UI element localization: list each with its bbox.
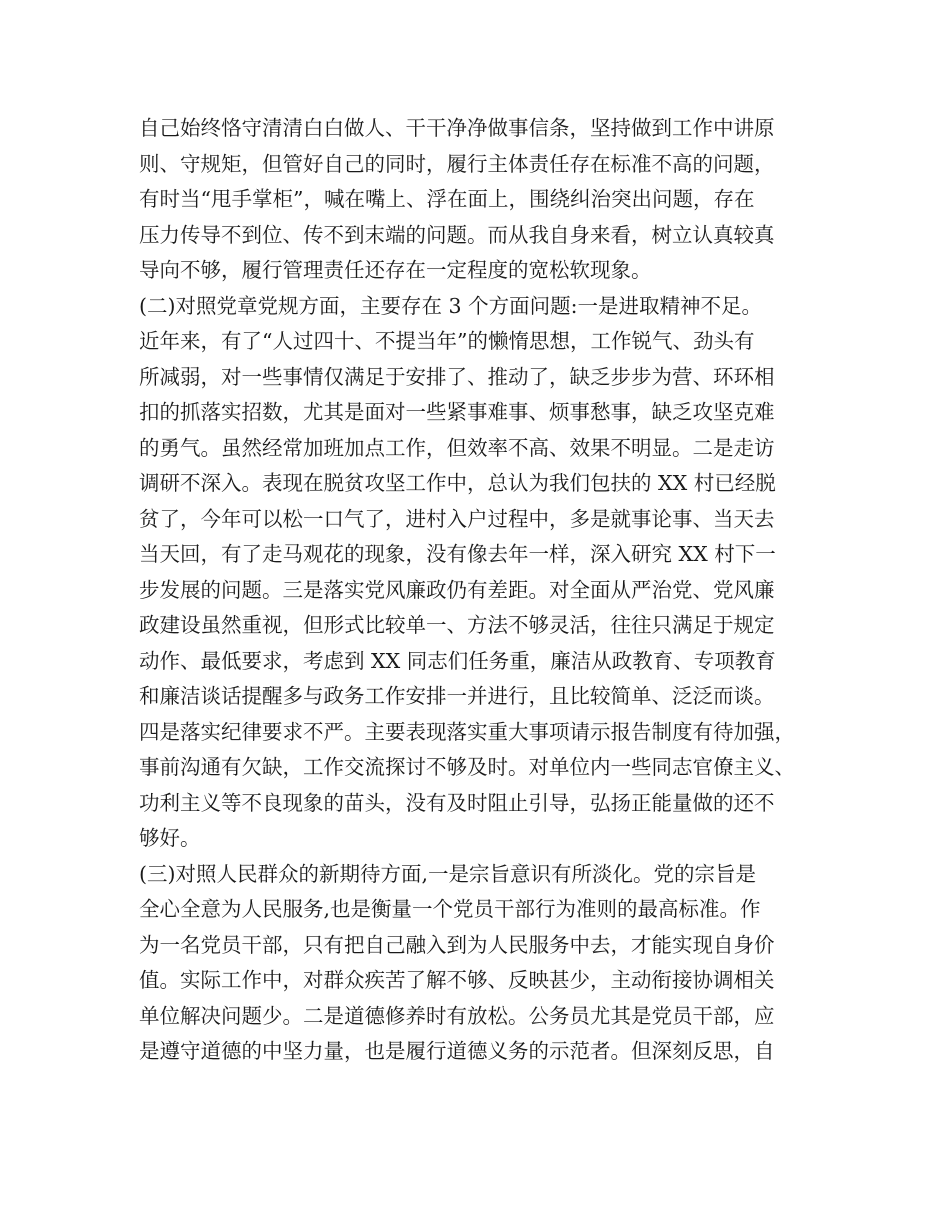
text-line: 和廉洁谈话提醒多与政务工作安排一并进行，且比较简单、泛泛而谈。: [139, 684, 775, 708]
text-line: 值。实际工作中，对群众疾苦了解不够、反映甚少，主动衔接协调相关: [139, 968, 775, 992]
text-line: 的勇气。虽然经常加班加点工作，但效率不高、效果不明显。二是走访: [139, 435, 775, 460]
text-line: 自己始终恪守清清白白做人、干干净净做事信条，坚持做到工作中讲原: [139, 116, 775, 140]
text-line: 所减弱，对一些事情仅满足于安排了、推动了，缺乏步步为营、环环相: [139, 364, 775, 389]
text-line: 扣的抓落实招数，尤其是面对一些紧事难事、烦事愁事，缺乏攻坚克难: [139, 400, 775, 424]
text-line: 政建设虽然重视，但形式比较单一、方法不够灵活，往往只满足于规定: [139, 613, 775, 637]
text-line: 贫了，今年可以松一口气了，进村入户过程中，多是就事论事、当天去: [139, 506, 775, 531]
text-line: 为一名党员干部，只有把自己融入到为人民服务中去，才能实现自身价: [139, 932, 775, 957]
text-line: 导向不够，履行管理责任还存在一定程度的宽松软现象。: [139, 258, 652, 282]
text-line: 事前沟通有欠缺，工作交流探讨不够及时。对单位内一些同志官僚主义、: [139, 755, 795, 779]
text-line: 单位解决问题少。二是道德修养时有放松。公务员尤其是党员干部，应: [139, 1003, 775, 1028]
section-heading-line: (二)对照党章党规方面，主要存在 3 个方面问题:一是进取精神不足。: [139, 293, 762, 318]
text-line: 功利主义等不良现象的苗头，没有及时阻止引导，弘扬正能量做的还不: [139, 790, 775, 815]
text-line: 当天回，有了走马观花的现象，没有像去年一样，深入研究 XX 村下一: [139, 542, 776, 566]
body-text: [139, 111, 839, 1070]
text-line: 近年来，有了“人过四十、不提当年”的懒惰思想，工作锐气、劲头有: [139, 329, 755, 353]
text-line: 四是落实纪律要求不严。主要表现落实重大事项请示报告制度有待加强，: [139, 719, 795, 744]
text-line: 则、守规矩，但管好自己的同时，履行主体责任存在标准不高的问题，: [139, 151, 775, 176]
text-line: 压力传导不到位、传不到末端的问题。而从我自身来看，树立认真较真: [139, 222, 775, 247]
text-line: 是遵守道德的中坚力量，也是履行道德义务的示范者。但深刻反思，自: [139, 1039, 775, 1063]
text-line: 够好。: [139, 826, 201, 850]
section-heading-line: (三)对照人民群众的新期待方面,一是宗旨意识有所淡化。党的宗旨是: [139, 861, 757, 886]
text-line: 全心全意为人民服务,也是衡量一个党员干部行为准则的最高标准。作: [139, 897, 761, 921]
text-line: 步发展的问题。三是落实党风廉政仍有差距。对全面从严治党、党风廉: [139, 577, 775, 602]
text-line: 调研不深入。表现在脱贫攻坚工作中，总认为我们包扶的 XX 村已经脱: [139, 471, 776, 495]
text-line: 有时当“甩手掌柜”，喊在嘴上、浮在面上，围绕纠治突出问题，存在: [139, 187, 755, 211]
text-line: 动作、最低要求，考虑到 XX 同志们任务重，廉洁从政教育、专项教育: [139, 648, 776, 673]
